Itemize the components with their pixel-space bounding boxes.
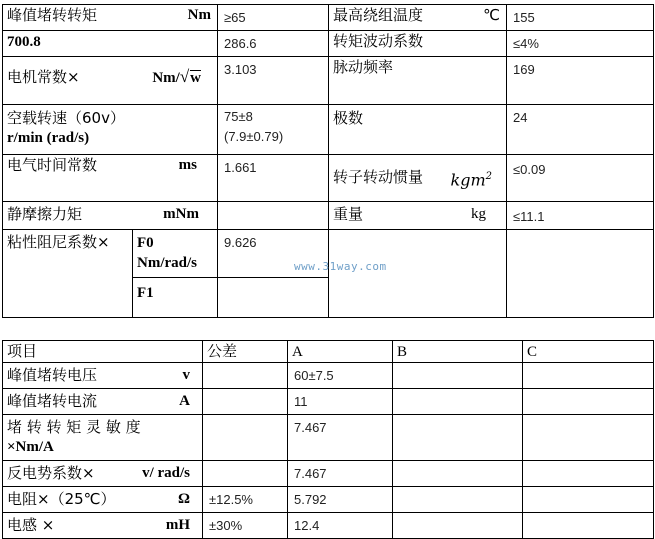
row-value-b [393, 415, 523, 461]
spec-label2: 最高绕组温度 [333, 6, 424, 24]
spec-label-cell [3, 105, 218, 155]
spec-label-cell [3, 155, 218, 202]
spec-unit: mNm [163, 206, 199, 222]
spec-unit: ms [178, 157, 197, 173]
spec-value2-cell [507, 57, 654, 105]
header-b: B [393, 341, 523, 363]
winding-table [2, 340, 654, 539]
spec-value2: 155 [513, 10, 535, 25]
table-row [3, 513, 654, 539]
row-tolerance: ±30% [203, 513, 288, 539]
spec-label: 空载转速（60v） [7, 109, 125, 127]
row-label-cell: 峰值堵转电压 v [3, 363, 203, 389]
row-value-a: 11 [288, 389, 393, 415]
watermark: www.31way.com [294, 260, 387, 273]
spec-unit2: kg [471, 206, 486, 222]
spec-label2: 脉动频率 [333, 58, 394, 76]
row-value-c [523, 461, 654, 487]
spec-label-cell [3, 31, 218, 57]
row-tolerance [203, 415, 288, 461]
spec-value2-cell [507, 105, 654, 155]
row-label-cell: 电感 × mH [3, 513, 203, 539]
row-value-b [393, 363, 523, 389]
row-value-b [393, 513, 523, 539]
spec-empty-cell [507, 230, 654, 318]
spec-value-line2: (7.9±0.79) [224, 129, 284, 144]
spec-value2: 169 [513, 62, 535, 77]
spec-sub-label: F1 [137, 285, 154, 301]
row-value-a: 5.792 [288, 487, 393, 513]
spec-value2: ≤11.1 [513, 209, 545, 224]
spec-label2-cell [329, 155, 507, 202]
row-value-a: 7.467 [288, 415, 393, 461]
table-row [3, 461, 654, 487]
spec-label: 静摩擦力矩 [7, 205, 83, 223]
spec-sub-label: F0 [137, 235, 154, 251]
spec-label-cell [3, 230, 133, 318]
spec-value-cell [218, 202, 329, 230]
spec-label: 粘性阻尼系数× [7, 233, 110, 251]
header-item: 项目 [3, 341, 203, 363]
spec-row [3, 155, 654, 202]
header-c: C [523, 341, 654, 363]
spec-label-cell [3, 57, 218, 105]
spec-unit: Nm/√w [152, 67, 201, 86]
spec-unit2: ℃ [483, 6, 500, 24]
row-value-a: 12.4 [288, 513, 393, 539]
spec-empty-cell [329, 230, 507, 318]
table-row [3, 487, 654, 513]
row-value-c [523, 389, 654, 415]
spec-row [3, 5, 654, 31]
spec-row [3, 31, 654, 57]
spec-label2: 重量 [333, 205, 364, 223]
spec-sub-unit: Nm/rad/s [137, 255, 197, 271]
spec-value: 3.103 [224, 62, 257, 77]
spec-label2-cell [329, 202, 507, 230]
table-header-row [3, 341, 654, 363]
spec-label: 700.8 [7, 34, 41, 50]
spec-unit: Nm [187, 7, 211, 23]
row-value-c [523, 513, 654, 539]
spec-label2-cell [329, 31, 507, 57]
spec-value2: 24 [513, 110, 528, 125]
spec-label: 峰值堵转转矩 [7, 6, 98, 24]
spec-label2-cell [329, 5, 507, 31]
spec-value-cell [218, 57, 329, 105]
spec-value2-cell [507, 31, 654, 57]
spec-label2-cell [329, 57, 507, 105]
row-value-b [393, 461, 523, 487]
spec-label: 电机常数× [7, 68, 80, 86]
spec-unit2: kgm$^2$ [450, 170, 492, 190]
spec-value-cell [218, 155, 329, 202]
spec-label: 电气时间常数 [7, 156, 98, 174]
row-tolerance: ±12.5% [203, 487, 288, 513]
row-value-b [393, 389, 523, 415]
spec-label2: 转子转动惯量 [333, 168, 424, 186]
spec-value: 9.626 [224, 235, 257, 250]
row-label-cell: 堵 转 转 矩 灵 敏 度 ×Nm/A [3, 415, 203, 461]
table-row [3, 415, 654, 461]
spec-value2-cell [507, 202, 654, 230]
spec-label-line2: r/min (rad/s) [7, 130, 90, 146]
spec-value: 286.6 [224, 36, 257, 51]
spec-label-cell [3, 202, 218, 230]
header-tolerance: 公差 [203, 341, 288, 363]
row-value-a: 7.467 [288, 461, 393, 487]
row-label-cell: 峰值堵转电流 A [3, 389, 203, 415]
row-value-c [523, 487, 654, 513]
spec-label2: 极数 [333, 109, 364, 127]
spec-sub-cell [133, 278, 218, 318]
row-tolerance [203, 363, 288, 389]
row-label-cell: 反电势系数× v/ rad/s [3, 461, 203, 487]
spec-value-cell [218, 31, 329, 57]
spec-value2-cell [507, 5, 654, 31]
spec-label2: 转矩波动系数 [333, 32, 424, 50]
row-value-b [393, 487, 523, 513]
spec-value: 1.661 [224, 160, 257, 175]
table-row [3, 389, 654, 415]
spec-value2: ≤4% [513, 36, 539, 51]
row-label-cell: 电阻×（25℃） Ω [3, 487, 203, 513]
header-a: A [288, 341, 393, 363]
spec-label2-cell [329, 105, 507, 155]
spec-value-cell [218, 5, 329, 31]
spec-sub-cell [133, 230, 218, 278]
table-row [3, 363, 654, 389]
row-tolerance [203, 461, 288, 487]
spec-value-cell [218, 105, 329, 155]
spec-row [3, 57, 654, 105]
spec-row [3, 202, 654, 230]
row-tolerance [203, 389, 288, 415]
spec-value2-cell [507, 155, 654, 202]
spec-empty-cell [218, 278, 329, 318]
row-value-a: 60±7.5 [288, 363, 393, 389]
spec-label-cell [3, 5, 218, 31]
row-value-c [523, 363, 654, 389]
spec-row [3, 105, 654, 155]
spec-value2: ≤0.09 [513, 162, 546, 177]
row-value-c [523, 415, 654, 461]
spec-value: 75±8 [224, 109, 253, 124]
spec-value: ≥65 [224, 10, 246, 25]
